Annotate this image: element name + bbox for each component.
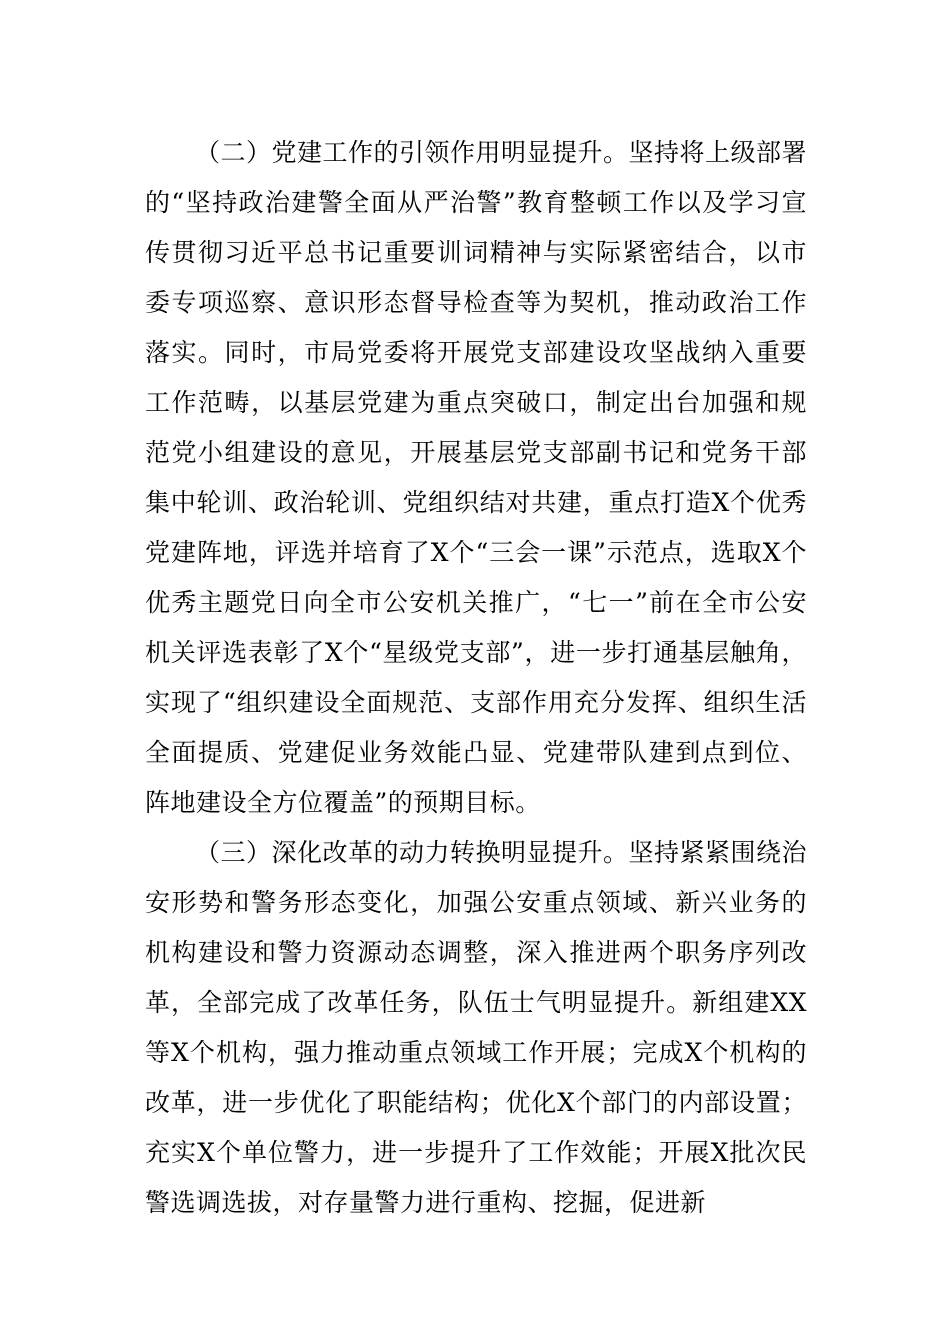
document-page [145,128,807,1228]
paragraph-deepening-reform: （三）深化改革的动力转换明显提升。坚持紧紧围绕治安形势和警务形态变化，加强公安重点领域、新兴业务的机构建设和警力资源动态调整，深入推进两个职务序列改革，全部完成了改革任务，队伍士气明显提升。新组建XX等X个机构，强力推动重点领域工作开展；完成X个机构的改革，进一步优化了职能结构；优化X个部门的内部设置；充实X个单位警力，进一步提升了工作效能；开展X批次民警选调选拔，对存量警力进行重构、挖掘，促进新 [145,838,808,1217]
paragraph-party-building: （二）党建工作的引领作用明显提升。坚持将上级部署的“坚持政治建警全面从严治警”教育整顿工作以及学习宣传贯彻习近平总书记重要训词精神与实际紧密结合，以市委专项巡察、意识形态督导检查等为契机，推动政治工作落实。同时，市局党委将开展党支部建设攻坚战纳入重要工作范畴，以基层党建为重点突破口，制定出台加强和规范党小组建设的意见，开展基层党支部副书记和党务干部集中轮训、政治轮训、党组织结对共建，重点打造X个优秀党建阵地，评选并培育了X个“三会一课”示范点，选取X个优秀主题党日向全市公安机关推广，“七一”前在全市公安机关评选表彰了X个“星级党支部”，进一步打通基层触角，实现了“组织建设全面规范、支部作用充分发挥、组织生活全面提质、党建促业务效能凸显、党建带队建到点到位、阵地建设全方位覆盖”的预期目标。 [145,138,808,817]
